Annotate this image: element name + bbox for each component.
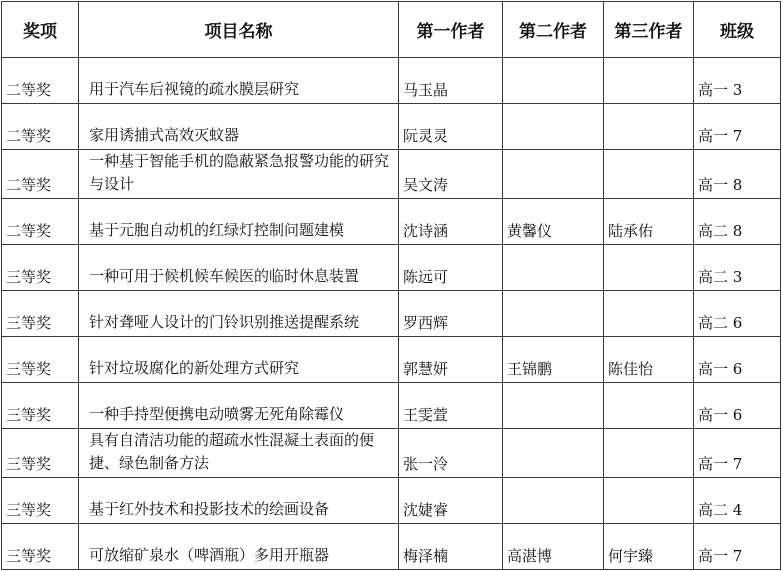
author1-cell: 王雯萱 — [399, 383, 503, 429]
author3-cell — [604, 104, 694, 150]
author3-cell — [604, 291, 694, 337]
author3-cell — [604, 383, 694, 429]
class-cell: 高一 3 — [694, 58, 781, 104]
class-cell: 高一 6 — [694, 383, 781, 429]
title-cell: 一种基于智能手机的隐蔽紧急报警功能的研究与设计 — [79, 150, 399, 199]
title-cell: 基于红外技术和投影技术的绘画设备 — [79, 478, 399, 524]
author1-cell: 阮灵灵 — [399, 104, 503, 150]
author2-cell: 黄馨仪 — [503, 199, 604, 245]
author1-cell: 陈远可 — [399, 245, 503, 291]
author3-cell — [604, 478, 694, 524]
class-cell: 高一 7 — [694, 104, 781, 150]
author2-cell — [503, 478, 604, 524]
author2-cell — [503, 150, 604, 199]
author2-cell — [503, 291, 604, 337]
award-cell: 三等奖 — [2, 524, 79, 570]
author3-cell — [604, 245, 694, 291]
table-body — [2, 58, 781, 570]
author1-cell: 张一泠 — [399, 429, 503, 478]
header-author2: 第二作者 — [503, 2, 604, 58]
author1-cell: 马玉晶 — [399, 58, 503, 104]
table-row — [2, 478, 781, 524]
award-cell: 三等奖 — [2, 478, 79, 524]
author2-cell — [503, 245, 604, 291]
author3-cell: 陈佳怡 — [604, 337, 694, 383]
title-cell: 一种可用于候机候车候医的临时休息装置 — [79, 245, 399, 291]
award-cell: 二等奖 — [2, 199, 79, 245]
table-row — [2, 383, 781, 429]
table-row — [2, 337, 781, 383]
table-row — [2, 58, 781, 104]
author1-cell: 郭慧妍 — [399, 337, 503, 383]
header-title: 项目名称 — [79, 2, 399, 58]
class-cell: 高二 4 — [694, 478, 781, 524]
award-table — [1, 1, 781, 570]
class-cell: 高一 7 — [694, 429, 781, 478]
table-row — [2, 150, 781, 199]
title-cell: 具有自清洁功能的超疏水性混凝土表面的便捷、绿色制备方法 — [79, 429, 399, 478]
award-cell: 三等奖 — [2, 245, 79, 291]
award-cell: 三等奖 — [2, 383, 79, 429]
author2-cell: 王锦鹏 — [503, 337, 604, 383]
title-cell: 一种手持型便携电动喷雾无死角除霉仪 — [79, 383, 399, 429]
author3-cell — [604, 58, 694, 104]
title-cell: 针对聋哑人设计的门铃识别推送提醒系统 — [79, 291, 399, 337]
author3-cell — [604, 429, 694, 478]
class-cell: 高一 8 — [694, 150, 781, 199]
title-cell: 基于元胞自动机的红绿灯控制问题建模 — [79, 199, 399, 245]
table-row — [2, 199, 781, 245]
award-cell: 二等奖 — [2, 58, 79, 104]
award-cell: 二等奖 — [2, 150, 79, 199]
class-cell: 高二 6 — [694, 291, 781, 337]
table-row — [2, 291, 781, 337]
title-cell: 家用诱捕式高效灭蚊器 — [79, 104, 399, 150]
author2-cell: 高湛博 — [503, 524, 604, 570]
header-row — [2, 2, 781, 58]
author1-cell: 沈诗涵 — [399, 199, 503, 245]
author3-cell: 何宇臻 — [604, 524, 694, 570]
award-cell: 三等奖 — [2, 337, 79, 383]
table-row — [2, 104, 781, 150]
author3-cell — [604, 150, 694, 199]
award-cell: 二等奖 — [2, 104, 79, 150]
header-award: 奖项 — [2, 2, 79, 58]
author3-cell: 陆承佑 — [604, 199, 694, 245]
title-cell: 用于汽车后视镜的疏水膜层研究 — [79, 58, 399, 104]
class-cell: 高二 3 — [694, 245, 781, 291]
table-row — [2, 524, 781, 570]
table-row — [2, 429, 781, 478]
class-cell: 高一 6 — [694, 337, 781, 383]
award-cell: 三等奖 — [2, 429, 79, 478]
author1-cell: 梅泽楠 — [399, 524, 503, 570]
author1-cell: 沈婕睿 — [399, 478, 503, 524]
author2-cell — [503, 58, 604, 104]
author2-cell — [503, 383, 604, 429]
author1-cell: 罗西辉 — [399, 291, 503, 337]
header-class: 班级 — [694, 2, 781, 58]
author1-cell: 吴文涛 — [399, 150, 503, 199]
title-cell: 可放缩矿泉水（啤酒瓶）多用开瓶器 — [79, 524, 399, 570]
header-author3: 第三作者 — [604, 2, 694, 58]
title-cell: 针对垃圾腐化的新处理方式研究 — [79, 337, 399, 383]
author2-cell — [503, 104, 604, 150]
class-cell: 高一 7 — [694, 524, 781, 570]
award-cell: 三等奖 — [2, 291, 79, 337]
header-author1: 第一作者 — [399, 2, 503, 58]
table-row — [2, 245, 781, 291]
class-cell: 高二 8 — [694, 199, 781, 245]
author2-cell — [503, 429, 604, 478]
